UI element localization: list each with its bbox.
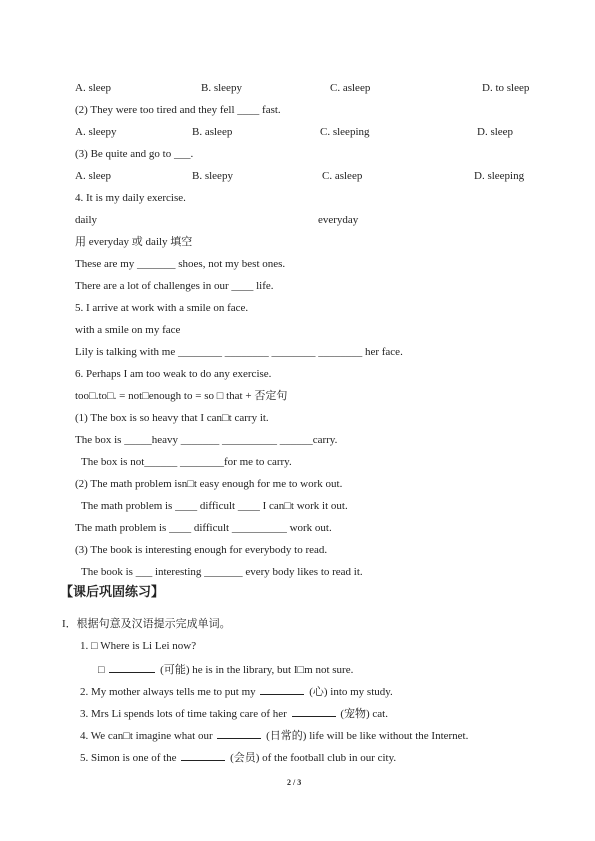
chinese-hint: (会员) of the football club in our city.: [230, 752, 397, 764]
rewrite-1b: The box is not______ ________for me to carry.: [81, 456, 292, 468]
answer-blank[interactable]: [217, 727, 261, 739]
item-text: 2. My mother always tells me to put my: [80, 686, 256, 698]
option-a: A. sleepy: [75, 126, 117, 138]
sub-question-2: (2) The math problem isn□t easy enough for me to work out.: [75, 478, 343, 490]
chinese-hint: (宠物) cat.: [340, 708, 388, 720]
option-c: C. asleep: [322, 170, 363, 182]
option-b: B. sleepy: [201, 82, 242, 94]
sub-question-3: (3) The book is interesting enough for everybody to read.: [75, 544, 328, 556]
option-b: B. sleepy: [192, 170, 233, 182]
option-b: B. asleep: [192, 126, 233, 138]
exercise-item-4: [80, 727, 468, 743]
answer-blank[interactable]: [109, 661, 155, 673]
answer-blank[interactable]: [181, 749, 225, 761]
option-d: D. sleep: [477, 126, 514, 138]
word-daily: daily: [75, 214, 97, 226]
exercise-item-1-answer: [98, 661, 353, 677]
exercise-item-1: 1. □ Where is Li Lei now?: [80, 640, 197, 652]
example-sentence: Lily is talking with me ________ ________ ________ ________ her face.: [75, 346, 403, 358]
sub-question-1: (1) The box is so heavy that I can□t carry it.: [75, 412, 269, 424]
item-text: 3. Mrs Li spends lots of time taking care of her: [80, 708, 287, 720]
rewrite-1a: The box is _____heavy _______ __________ ______carry.: [75, 434, 338, 446]
option-d: D. sleeping: [474, 170, 525, 182]
option-d: D. to sleep: [482, 82, 530, 94]
grammar-rule: too□.to□. = not□enough to = so □ that + 否定句: [75, 390, 288, 402]
exercise-item-3: [80, 705, 388, 721]
fill-hint: 用 everyday 或 daily 填空: [75, 236, 193, 248]
phrase: with a smile on my face: [75, 324, 181, 336]
question-2: (2) They were too tired and they fell ____ fast.: [75, 104, 281, 116]
part-instruction: I．根据句意及汉语提示完成单词。: [62, 618, 231, 630]
chinese-hint: (心) into my study.: [309, 686, 393, 698]
option-a: A. sleep: [75, 82, 112, 94]
question-3: (3) Be quite and go to ___.: [75, 148, 194, 160]
word-everyday: everyday: [318, 214, 359, 226]
section-title: 【课后巩固练习】: [60, 585, 165, 600]
fill-sentence-1: These are my _______ shoes, not my best ones.: [75, 258, 286, 270]
exercise-item-5: [80, 749, 396, 765]
item-text: 4. We can□t imagine what our: [80, 730, 213, 742]
rewrite-3a: The book is ___ interesting _______ every body likes to read it.: [81, 566, 363, 578]
option-a: A. sleep: [75, 170, 112, 182]
page-number: 2 / 3: [287, 778, 302, 787]
chinese-hint: (日常的) life will be like without the Internet.: [266, 730, 469, 742]
option-c: C. sleeping: [320, 126, 370, 138]
sentence-5: 5. I arrive at work with a smile on face.: [75, 302, 249, 314]
answer-blank[interactable]: [260, 683, 304, 695]
chinese-hint: (可能) he is in the library, but I□m not sure.: [160, 664, 354, 676]
rewrite-2b: The math problem is ____ difficult __________ work out.: [75, 522, 332, 534]
bullet-box: □: [98, 664, 105, 676]
option-c: C. asleep: [330, 82, 371, 94]
sentence-6: 6. Perhaps I am too weak to do any exercise.: [75, 368, 272, 380]
answer-blank[interactable]: [292, 705, 336, 717]
sentence-4: 4. It is my daily exercise.: [75, 192, 186, 204]
item-text: 5. Simon is one of the: [80, 752, 177, 764]
exercise-item-2: [80, 683, 393, 699]
rewrite-2a: The math problem is ____ difficult ____ I can□t work it out.: [81, 500, 348, 512]
fill-sentence-2: There are a lot of challenges in our ____ life.: [75, 280, 274, 292]
